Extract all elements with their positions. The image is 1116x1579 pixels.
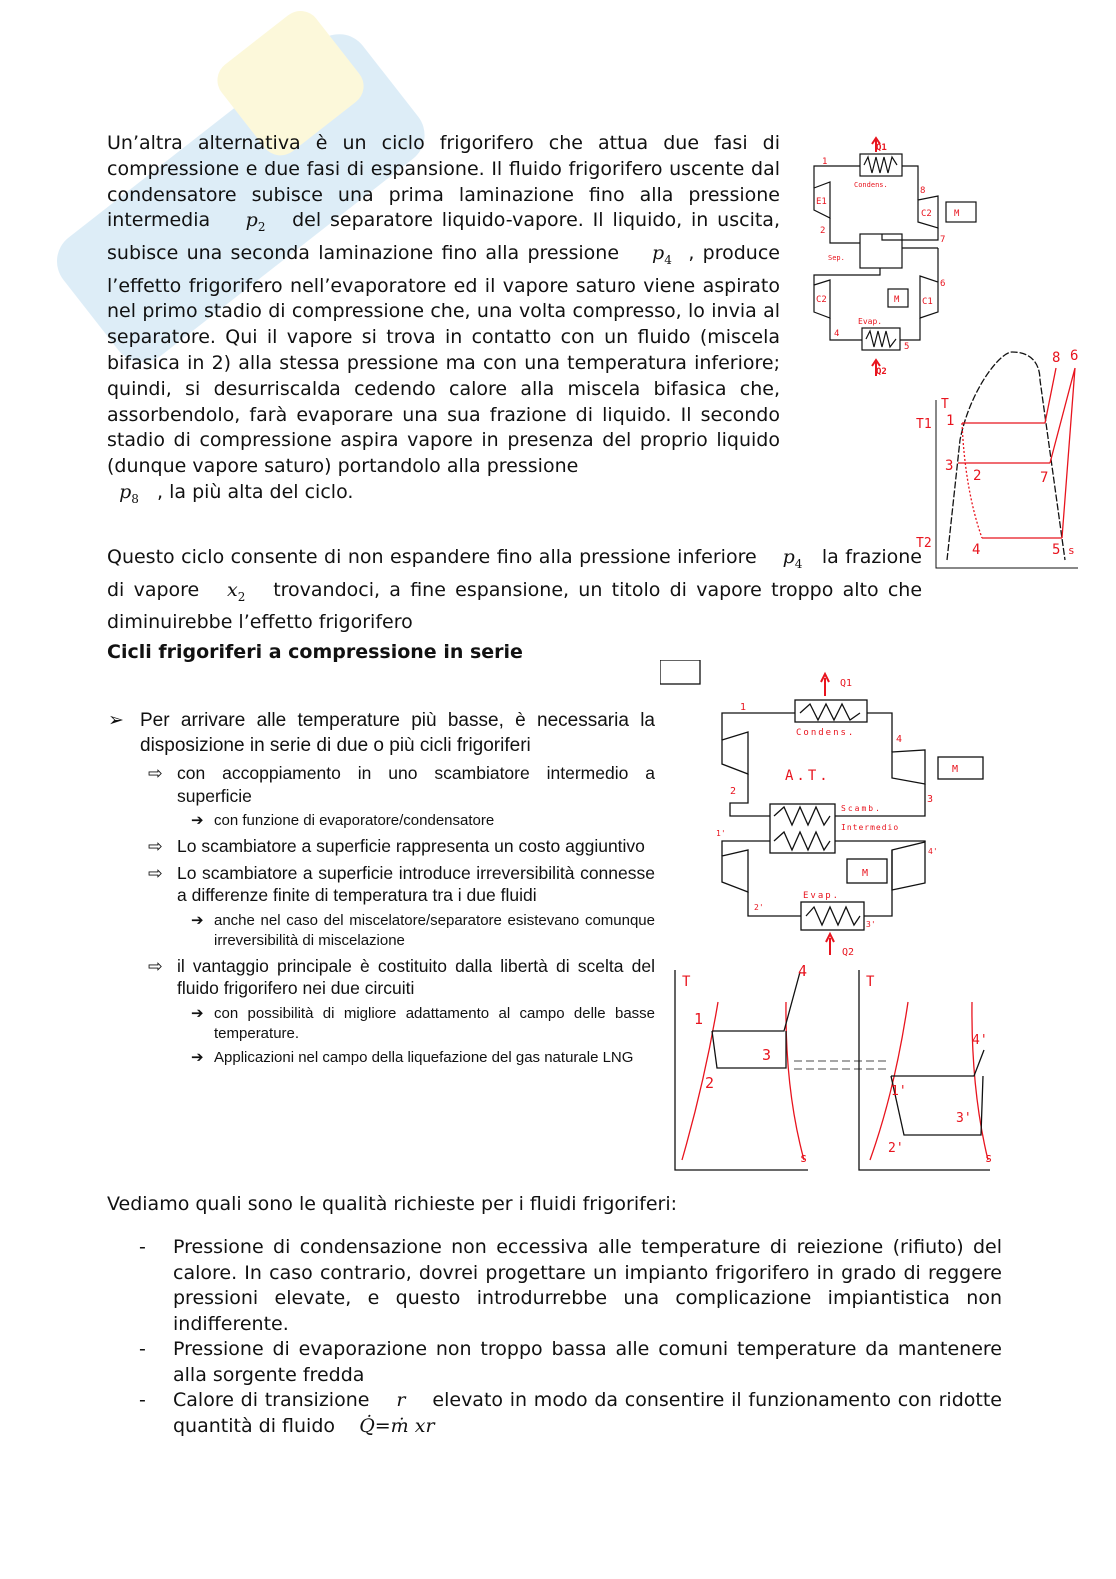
hollow-arrow-icon: ⇨ [148,862,163,883]
bullet-subsub: ➔ Applicazioni nel campo della liquefazione del gas naturale LNG [191,1048,634,1066]
e1-label: E1 [816,197,827,207]
tick-label-t2: T2 [916,536,932,551]
exchanger-label: Scamb. [841,804,882,813]
evaporator-label: Evap. [858,317,883,326]
arrowhead-bullet-icon: ➢ [108,710,124,731]
point-label: 3' [956,1111,972,1126]
node-label: 3 [927,794,934,805]
arrow-icon: ➔ [191,1004,204,1022]
symbol-p2: $p_2$ [245,209,266,235]
motor-label: M [952,764,959,775]
point-label: 1 [694,1010,704,1028]
bullet-sub: ⇨ Lo scambiatore a superficie introduce irreversibilità connesse a differenze finite di temperatura tra i due fluidi [148,862,655,905]
point-label: 7 [1040,470,1049,486]
node-label: 2 [730,786,737,797]
point-label: 4 [798,962,808,980]
node-label: 1 [740,702,747,713]
paragraph-conclusione: Questo ciclo consente di non espandere fino alla pressione inferiore $p_4$ la frazione di vapore $x_2$ trovandoci, a fine espansione, un titolo di vapore troppo alto che diminuirebbe l’effetto frigorifero [107,546,923,634]
section-heading: Cicli frigoriferi a compressione in serie [107,641,523,663]
symbol-p4: $p_4$ [652,241,672,267]
c2-lower-label: C2 [816,295,827,305]
point-label: 4' [972,1033,988,1048]
tick-label-t1: T1 [916,417,932,432]
symbol-x2: $x_2$ [227,578,246,604]
node-label: 6 [940,279,946,289]
c1-label: C1 [922,297,933,307]
q2-label: Q2 [876,367,887,377]
bullet-subsub: ➔ con possibilità di migliore adattamento al campo delle basse temperature. [191,1004,655,1042]
ts-diagrams [675,970,993,1170]
q1-label: Q1 [876,143,887,153]
requirements-list [107,1235,1002,1439]
axis-label-s: s [1068,544,1075,557]
point-label: 4 [972,542,981,558]
condenser-label: Condens. [854,181,888,189]
arrow-icon: ➔ [191,911,204,929]
list-item: - Pressione di evaporazione non troppo bassa alle comuni temperature da mantenere alla sorgente fredda [139,1338,1002,1386]
ts-diagram [936,352,1078,568]
motor-label: M [954,209,960,219]
node-label: 3' [866,920,876,929]
circuit-lines [660,660,983,930]
arrow-icon: ➔ [191,812,204,829]
hollow-arrow-icon: ⇨ [148,955,163,976]
axis-label-t: T [866,974,875,990]
node-label: 4 [834,329,840,339]
hollow-arrow-icon: ⇨ [148,763,163,783]
symbol-p4: $p_4$ [782,546,803,571]
node-label: 1 [822,157,828,167]
figure-two-stage-cycle [800,130,1090,580]
arrow-icon: ➔ [191,1048,204,1066]
point-label: 2 [973,468,982,484]
node-label: 5 [904,342,910,352]
bullet-main: ➢ Per arrivare alle temperature più basse, è necessaria la disposizione in serie di due o più cicli frigoriferi [108,710,655,756]
q1-label: Q1 [840,678,853,689]
hollow-arrow-icon: ⇨ [148,836,163,856]
point-label: 1' [891,1084,907,1099]
slide-bullets [108,708,655,1068]
point-label: 2 [705,1074,715,1092]
axis-label-s: s [800,1151,808,1165]
axis-label-t: T [682,974,691,990]
point-label: 3 [945,458,954,474]
intro-text: Vediamo quali sono le qualità richieste per i fluidi frigoriferi: [107,1193,678,1215]
condenser-label: Condens. [796,728,856,738]
axis-label-t: T [941,397,949,412]
node-label: 2 [820,226,826,236]
exchanger-label: Intermedio [841,823,900,832]
list-item: - Calore di transizione r elevato in modo da consentire il funzionamento con ridotte quantità di fluido Q̇=ṁ xr [139,1389,1002,1437]
node-label: 1' [716,829,726,838]
point-label: 2' [888,1141,904,1156]
motor-label: M [862,868,869,879]
bullet-sub: ⇨ Lo scambiatore a superficie rappresenta un costo aggiuntivo [148,836,645,856]
axis-label-s: s [985,1151,993,1165]
figure-cascade-cycle [660,660,1000,1180]
symbol-p8: $p_8$ [119,480,139,506]
circuit-lines [814,154,976,350]
bullet-sub: ⇨ il vantaggio principale è costituito dalla libertà di scelta del fluido frigorifero nei due circuiti [148,955,655,998]
point-label: 5 [1052,542,1061,558]
point-label: 8 [1052,350,1061,366]
c2-label: C2 [921,209,932,219]
node-label: 4 [896,734,903,745]
node-label: 7 [940,235,946,245]
paragraph-ciclo-separatore: Un’altra alternativa è un ciclo frigorifero che attua due fasi di compressione e due fasi di espansione. Il fluido frigorifero uscente dal condensatore subisce una prima laminazione fino alla pressione intermedia $p_2$ del separatore liquido-vapore. Il liquido, in uscita, subisce una seconda laminazione fino alla pressione $p_4$ , produce l’effetto frigorifero nell’evaporatore ed il vapore saturo viene aspirato nel primo stadio di compressione che, una volta compresso, lo invia al separatore. Qui il vapore si trova in contatto con un fluido (miscela bifasica in 2) alla stessa pressione ma con una temperatura inferiore; quindi, si desurriscalda cedendo calore alla miscela bifasica che, assorbendolo, farà evaporare una sua frazione di liquido. Il secondo stadio di compressione aspira vapore in presenza del proprio liquido (dunque vapore saturo) portandolo alla pressione $p_8$ , la più alta del ciclo. [107,132,780,506]
high-temp-label: A.T. [785,768,831,784]
point-label: 6 [1070,348,1079,364]
separator-label: Sep. [828,254,845,262]
node-label: 2' [754,903,764,912]
list-item: - Pressione di condensazione non eccessiva alle temperature di reiezione (rifiuto) del calore. In caso contrario, dovrei progettare un impianto frigorifero in grado di reggere pressioni elevate, e questo introdurrebbe una complicazione impiantistica non indifferente. [139,1236,1002,1335]
point-label: 1 [946,413,955,429]
formula: Q̇=ṁ xr [359,1414,435,1437]
point-label: 3 [762,1046,772,1064]
bullet-subsub: ➔ con funzione di evaporatore/condensatore [191,812,495,829]
q2-label: Q2 [842,947,855,958]
node-label: 4' [928,847,938,856]
bullet-sub: ⇨ con accoppiamento in uno scambiatore intermedio a superficie [148,763,655,806]
evaporator-label: Evap. [803,891,841,901]
node-label: 8 [920,186,926,196]
motor-label: M [894,295,900,305]
bullet-subsub: ➔ anche nel caso del miscelatore/separatore esistevano comunque irreversibilità di miscelazione [191,911,655,949]
